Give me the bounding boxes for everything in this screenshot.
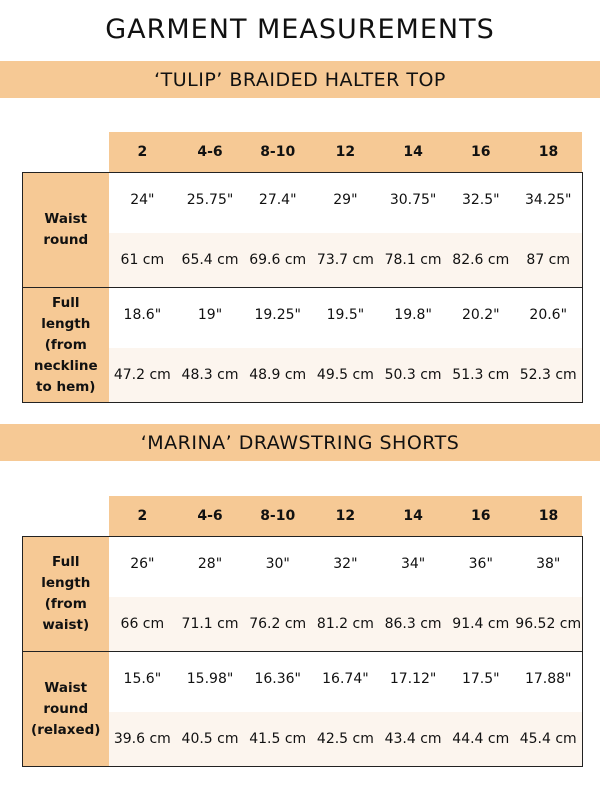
size-header: 18 (515, 496, 583, 537)
value-inches: 34.25" (515, 173, 583, 234)
garment-name: ‘MARINA’ DRAWSTRING SHORTS (140, 431, 460, 454)
table-body (23, 496, 583, 767)
size-header: 2 (109, 496, 177, 537)
value-inches: 24" (109, 173, 177, 234)
value-cm: 87 cm (515, 233, 583, 288)
value-cm: 91.4 cm (447, 597, 515, 652)
value-cm: 61 cm (109, 233, 177, 288)
size-header-row (23, 496, 583, 537)
value-inches: 18.6" (109, 288, 177, 349)
size-header: 4-6 (176, 132, 244, 173)
value-cm: 49.5 cm (312, 348, 380, 403)
table-row (23, 173, 583, 234)
value-inches: 32.5" (447, 173, 515, 234)
value-inches: 15.98" (176, 652, 244, 713)
measurement-table-tulip (22, 132, 583, 403)
garment-name: ‘TULIP’ BRAIDED HALTER TOP (154, 68, 446, 91)
size-header: 14 (379, 496, 447, 537)
value-inches: 19.25" (244, 288, 312, 349)
value-inches: 32" (312, 537, 380, 598)
row-label: Waist round (23, 173, 109, 288)
value-cm: 48.3 cm (176, 348, 244, 403)
value-inches: 25.75" (176, 173, 244, 234)
value-cm: 65.4 cm (176, 233, 244, 288)
value-cm: 51.3 cm (447, 348, 515, 403)
value-cm: 82.6 cm (447, 233, 515, 288)
value-inches: 34" (379, 537, 447, 598)
value-cm: 69.6 cm (244, 233, 312, 288)
table-row (23, 652, 583, 713)
value-inches: 15.6" (109, 652, 177, 713)
value-inches: 28" (176, 537, 244, 598)
value-cm: 81.2 cm (312, 597, 380, 652)
size-header: 16 (447, 132, 515, 173)
size-header: 2 (109, 132, 177, 173)
value-inches: 27.4" (244, 173, 312, 234)
row-label: Full length (from neckline to hem) (23, 288, 109, 403)
value-cm: 52.3 cm (515, 348, 583, 403)
value-inches: 30.75" (379, 173, 447, 234)
value-cm: 40.5 cm (176, 712, 244, 767)
value-cm: 39.6 cm (109, 712, 177, 767)
size-header: 8-10 (244, 132, 312, 173)
size-header: 16 (447, 496, 515, 537)
value-inches: 26" (109, 537, 177, 598)
garment-banner-tulip (0, 61, 600, 98)
value-cm: 76.2 cm (244, 597, 312, 652)
value-inches: 38" (515, 537, 583, 598)
row-label: Full length (from waist) (23, 537, 109, 652)
value-inches: 17.12" (379, 652, 447, 713)
header-corner (23, 496, 109, 537)
value-inches: 17.5" (447, 652, 515, 713)
garment-banner-marina (0, 424, 600, 461)
value-cm: 48.9 cm (244, 348, 312, 403)
size-header: 18 (515, 132, 583, 173)
value-cm: 47.2 cm (109, 348, 177, 403)
value-cm: 45.4 cm (515, 712, 583, 767)
size-header: 4-6 (176, 496, 244, 537)
size-header: 12 (312, 496, 380, 537)
value-cm: 96.52 cm (515, 597, 583, 652)
size-header: 8-10 (244, 496, 312, 537)
value-inches: 20.6" (515, 288, 583, 349)
page-title: GARMENT MEASUREMENTS (105, 14, 495, 45)
value-inches: 20.2" (447, 288, 515, 349)
table-row (23, 288, 583, 349)
size-header-row (23, 132, 583, 173)
value-cm: 71.1 cm (176, 597, 244, 652)
value-inches: 19.8" (379, 288, 447, 349)
value-cm: 44.4 cm (447, 712, 515, 767)
value-cm: 73.7 cm (312, 233, 380, 288)
row-label: Waist round (relaxed) (23, 652, 109, 767)
header-corner (23, 132, 109, 173)
table-row (23, 537, 583, 598)
value-inches: 19.5" (312, 288, 380, 349)
table-body (23, 132, 583, 403)
value-cm: 43.4 cm (379, 712, 447, 767)
value-inches: 30" (244, 537, 312, 598)
value-inches: 16.74" (312, 652, 380, 713)
value-cm: 66 cm (109, 597, 177, 652)
value-cm: 42.5 cm (312, 712, 380, 767)
value-cm: 78.1 cm (379, 233, 447, 288)
value-cm: 50.3 cm (379, 348, 447, 403)
size-header: 14 (379, 132, 447, 173)
value-inches: 36" (447, 537, 515, 598)
value-inches: 19" (176, 288, 244, 349)
value-inches: 16.36" (244, 652, 312, 713)
value-inches: 17.88" (515, 652, 583, 713)
measurement-table-marina (22, 496, 583, 767)
size-header: 12 (312, 132, 380, 173)
value-cm: 41.5 cm (244, 712, 312, 767)
value-cm: 86.3 cm (379, 597, 447, 652)
value-inches: 29" (312, 173, 380, 234)
